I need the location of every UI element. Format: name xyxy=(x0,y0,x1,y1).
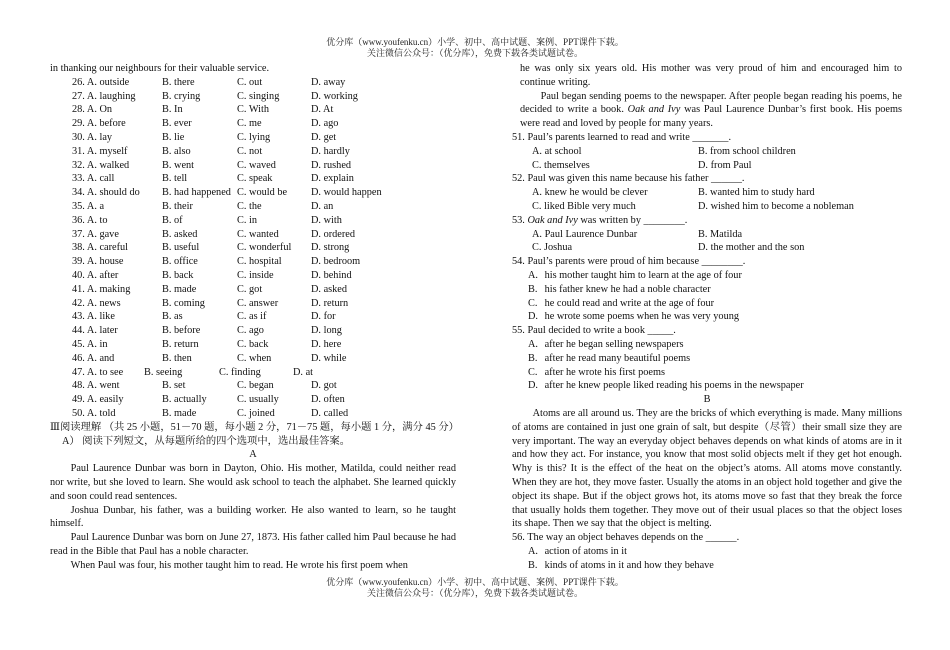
option-text: after he began selling newspapers xyxy=(544,338,684,350)
cloze-row xyxy=(72,90,456,104)
option-c: C. began xyxy=(237,380,274,392)
cloze-row xyxy=(72,283,456,297)
question-53 xyxy=(512,214,902,228)
option-a: 41. A. making xyxy=(72,283,131,295)
option-a: 27. A. laughing xyxy=(72,90,136,102)
option-a: 33. A. call xyxy=(72,173,115,185)
cloze-row xyxy=(72,297,456,311)
option-d: D. strong xyxy=(311,242,350,254)
option-d: D. for xyxy=(311,311,336,323)
passage-a-letter: A xyxy=(249,449,257,461)
option-text: kinds of atoms in it and how they behave xyxy=(544,559,714,571)
question-52-options-row-1 xyxy=(512,186,902,200)
option-b: B. coming xyxy=(162,297,205,309)
question-51: 51. Paul’s parents learned to read and write _______. xyxy=(512,131,732,143)
cloze-row xyxy=(72,214,456,228)
option-c: C. wanted xyxy=(237,228,279,240)
option-a: 49. A. easily xyxy=(72,394,124,406)
cloze-row xyxy=(72,241,456,255)
option-d: D. got xyxy=(311,380,337,392)
option-b: B. set xyxy=(162,380,186,392)
cloze-row xyxy=(72,379,456,393)
option-a: A. Paul Laurence Dunbar xyxy=(532,228,638,240)
option-c: C. usually xyxy=(237,394,279,406)
cloze-row xyxy=(72,352,456,366)
option-b: B. seeing xyxy=(144,366,183,378)
option-c: C. waved xyxy=(237,159,276,171)
option-d: D. rushed xyxy=(311,159,352,171)
cloze-row xyxy=(72,338,456,352)
option-b: B. of xyxy=(162,214,183,226)
question-55: 55. Paul decided to write a book _____. xyxy=(512,325,676,337)
option-d: D. hardly xyxy=(311,145,350,157)
question-53-stem: was written by ________. xyxy=(577,214,688,226)
option-c: C. finding xyxy=(219,366,261,378)
option-d: D. the mother and the son xyxy=(698,242,805,254)
option-b: B. actually xyxy=(162,394,207,406)
option-c: C. themselves xyxy=(532,159,590,171)
option-b: B. as xyxy=(162,311,183,323)
option-a: A. knew he would be clever xyxy=(532,187,648,199)
option-a: 45. A. in xyxy=(72,338,108,350)
footer-line-1: 优分库（www.youfenku.cn）小学、初中、高中试题、案例、PPT课件下载。 xyxy=(326,577,624,587)
option-text: after he knew people liked reading his poems in the newspaper xyxy=(544,380,804,392)
option-d: D. at xyxy=(293,366,314,378)
option-c xyxy=(512,366,902,380)
option-b: B. In xyxy=(162,104,183,116)
cloze-tail xyxy=(72,379,456,420)
option-c: C. inside xyxy=(237,269,274,281)
option-d: D. At xyxy=(311,104,334,116)
option-d: D. would happen xyxy=(311,187,382,199)
option-d: D. wished him to become a nobleman xyxy=(698,200,854,212)
page-footer xyxy=(0,577,950,599)
option-text: after he read many beautiful poems xyxy=(544,352,691,364)
option-a: 42. A. news xyxy=(72,297,121,309)
cloze-row xyxy=(72,228,456,242)
option-b: B. return xyxy=(162,338,199,350)
option-a: 31. A. myself xyxy=(72,145,128,157)
option-d: D. ordered xyxy=(311,228,356,240)
option-c: C. hospital xyxy=(237,256,282,268)
option-c: C. lying xyxy=(237,131,271,143)
section-number: Ⅲ xyxy=(50,421,60,433)
cloze-options xyxy=(50,76,456,421)
option-a: 48. A. went xyxy=(72,380,120,392)
option-letter: C. xyxy=(528,366,538,378)
option-d: D. working xyxy=(311,90,358,102)
option-a: 50. A. told xyxy=(72,407,116,419)
passage-a-para-5 xyxy=(512,90,902,131)
option-b: B. Matilda xyxy=(698,228,743,240)
question-52-options-row-2 xyxy=(512,200,902,214)
option-letter: C. xyxy=(528,297,538,309)
passage-a-para-1: Paul Laurence Dunbar was born in Dayton, Ohio. His mother, Matilda, could neither read nor write, but she loved to learn. She would ask school to teach the alphabet. She learned quickly and soon could read sentences. xyxy=(50,463,456,502)
option-b: B. had happened xyxy=(162,187,231,199)
option-letter: A. xyxy=(528,338,539,350)
cloze-row xyxy=(72,324,456,338)
option-a: 44. A. later xyxy=(72,325,118,337)
option-a: 35. A. a xyxy=(72,200,105,212)
intro-line: in thanking our neighbours for their valuable service. xyxy=(50,63,270,74)
option-text: he could read and write at the age of four xyxy=(544,297,715,309)
option-a: A. at school xyxy=(532,145,582,157)
option-d: D. get xyxy=(311,131,337,143)
option-c xyxy=(512,297,902,311)
option-b: B. crying xyxy=(162,90,201,102)
option-c: C. liked Bible very much xyxy=(532,200,636,212)
option-a: 46. A. and xyxy=(72,352,115,364)
option-d: D. away xyxy=(311,76,346,88)
option-d: D. with xyxy=(311,214,342,226)
option-c: C. me xyxy=(237,118,262,130)
option-c: C. out xyxy=(237,76,263,88)
cloze-row xyxy=(72,76,456,90)
cloze-list xyxy=(72,76,456,366)
passage-b-letter: B xyxy=(703,394,711,406)
cloze-row xyxy=(72,186,456,200)
option-text: his father knew he had a noble character xyxy=(544,283,711,295)
option-c: C. the xyxy=(237,200,262,212)
cloze-row xyxy=(72,255,456,269)
passage-a-para-2: Joshua Dunbar, his father, was a building worker. He also wanted to learn, so he taught himself. xyxy=(50,504,456,530)
option-c: C. back xyxy=(237,338,269,350)
cloze-row xyxy=(72,269,456,283)
option-c: C. as if xyxy=(237,311,267,323)
option-d: D. an xyxy=(311,200,334,212)
option-d xyxy=(512,310,902,324)
cloze-row xyxy=(72,159,456,173)
option-c: C. singing xyxy=(237,90,280,102)
option-a: 28. A. On xyxy=(72,104,113,116)
option-b: B. there xyxy=(162,76,195,88)
option-a: 32. A. walked xyxy=(72,159,130,171)
option-a: 26. A. outside xyxy=(72,76,130,88)
cloze-row xyxy=(72,145,456,159)
option-a: 43. A. like xyxy=(72,311,115,323)
section-a-instruction: A） 阅读下列短文，从每题所给的四个选项中，选出最佳答案。 xyxy=(62,435,351,447)
passage-a-para-4: When Paul was four, his mother taught him to read. He wrote his first poem when xyxy=(70,559,408,571)
option-text: after he wrote his first poems xyxy=(544,366,665,378)
book-title: Oak and Ivy xyxy=(627,104,681,116)
page-header xyxy=(0,37,950,59)
cloze-row xyxy=(72,200,456,214)
option-b: B. then xyxy=(162,352,192,364)
question-53-number: 53. xyxy=(512,214,528,226)
option-letter: D. xyxy=(528,311,539,323)
option-b xyxy=(512,352,902,366)
para-5-part-1: Paul began sending poems to the newspaper. After people began reading his poems, he decided to write a book. xyxy=(520,90,902,116)
cloze-row xyxy=(72,117,456,131)
header-line-1: 优分库（www.youfenku.cn）小学、初中、高中试题、案例、PPT课件下载。 xyxy=(326,37,624,47)
option-letter: B. xyxy=(528,559,538,571)
option-b: B. ever xyxy=(162,118,192,130)
option-b xyxy=(512,559,902,573)
option-text: he wrote some poems when he was very young xyxy=(544,311,740,323)
option-a xyxy=(512,338,902,352)
question-52: 52. Paul was given this name because his father ______. xyxy=(512,173,745,185)
option-c: C. in xyxy=(237,214,258,226)
option-letter: B. xyxy=(528,283,538,295)
option-c: C. not xyxy=(237,145,263,157)
option-b: B. also xyxy=(162,145,191,157)
option-a: 47. A. to see xyxy=(72,366,124,378)
question-51-options-row-1 xyxy=(512,145,902,159)
option-b: B. asked xyxy=(162,228,198,240)
header-line-2: 关注微信公众号：（优分库），免费下载各类试题试卷。 xyxy=(366,48,583,58)
option-d: D. asked xyxy=(311,283,348,295)
option-d xyxy=(512,379,902,393)
option-b: B. back xyxy=(162,269,194,281)
option-d: D. bedroom xyxy=(311,256,361,268)
passage-b-text: Atoms are all around us. They are the bricks of which everything is made. Many millions of atoms are contained in just one grain of salt, but despite（尽管）their small size they are very important. The way an everyday object behaves depends on what kinds of atoms are in it and how they act. For instance, you know that most solid objects melt if they get hot enough. Why is this? It is the effect of the heat on the object’s atoms. All atoms move constantly. When they are hot, they move faster. Usually the atoms in an object hold together and give the object its shape. But if the object grows hot, its atoms move so fast that they break the force that usually holds them together. They move out of their usual places so that the object loses its shape. Then we say that the object is melting. xyxy=(512,407,902,530)
section-heading xyxy=(50,421,459,435)
question-56: 56. The way an object behaves depends on the ______. xyxy=(512,532,740,544)
option-c: C. when xyxy=(237,352,272,364)
option-c: C. answer xyxy=(237,297,279,309)
option-d: D. ago xyxy=(311,118,339,130)
option-d: D. often xyxy=(311,394,345,406)
option-b: B. office xyxy=(162,256,198,268)
cloze-row xyxy=(72,310,456,324)
option-b: B. tell xyxy=(162,173,188,185)
option-a: 38. A. careful xyxy=(72,242,129,254)
option-b: B. wanted him to study hard xyxy=(698,187,815,199)
option-letter: A. xyxy=(528,545,539,557)
question-51-options-row-2 xyxy=(512,159,902,173)
option-letter: D. xyxy=(528,380,539,392)
option-c: C. With xyxy=(237,104,270,116)
option-a: 36. A. to xyxy=(72,214,108,226)
option-b: B. from school children xyxy=(698,145,796,157)
option-a: 40. A. after xyxy=(72,269,119,281)
option-c: C. joined xyxy=(237,407,275,419)
option-c: C. wonderful xyxy=(237,242,292,254)
cloze-row xyxy=(72,103,456,117)
option-d: D. here xyxy=(311,338,342,350)
option-a: 30. A. lay xyxy=(72,131,113,143)
option-a: 29. A. before xyxy=(72,118,126,130)
option-b: B. their xyxy=(162,200,193,212)
option-c: C. speak xyxy=(237,173,273,185)
option-b: B. before xyxy=(162,325,201,337)
option-b: B. made xyxy=(162,283,197,295)
option-b xyxy=(512,283,902,297)
option-text: action of atoms in it xyxy=(544,545,627,557)
option-d: D. return xyxy=(311,297,349,309)
question-54: 54. Paul’s parents were proud of him because ________. xyxy=(512,256,746,268)
option-d: D. while xyxy=(311,352,347,364)
para-5-part-2: was Paul Laurence Dunbar’s first book. His poems were read and loved by people for many years. xyxy=(520,104,902,130)
option-c: C. got xyxy=(237,283,263,295)
option-a xyxy=(512,269,902,283)
option-a xyxy=(512,545,902,559)
left-column xyxy=(50,62,459,572)
passage-a-para-3: Paul Laurence Dunbar was born on June 27, 1873. His father called him Paul because he had read in the Bible that Paul has a noble character. xyxy=(50,532,456,557)
option-d: D. behind xyxy=(311,269,352,281)
option-a: 39. A. house xyxy=(72,256,124,268)
footer-line-2: 关注微信公众号：（优分库），免费下载各类试题试卷。 xyxy=(366,588,583,598)
question-53-book-title: Oak and Ivy xyxy=(527,214,578,226)
option-b: B. lie xyxy=(162,131,185,143)
option-d: D. called xyxy=(311,407,349,419)
option-b: B. useful xyxy=(162,242,200,254)
cloze-row xyxy=(72,393,456,407)
section-title: 阅读理解 （共 25 小题，51－70 题，每小题 2 分，71－75 题，每小题 1 分，满分 45 分） xyxy=(59,421,459,433)
option-c: C. Joshua xyxy=(532,242,573,254)
passage-a-para-4-cont: he was only six years old. His mother was very proud of him and encouraged him to continue writing. xyxy=(520,63,902,88)
option-d: D. from Paul xyxy=(698,159,752,171)
right-column xyxy=(512,62,902,572)
cloze-row xyxy=(72,407,456,421)
option-letter: B. xyxy=(528,352,538,364)
question-53-options-row-1 xyxy=(512,228,902,242)
option-c: C. ago xyxy=(237,325,264,337)
option-a: 37. A. gave xyxy=(72,228,119,240)
cloze-row xyxy=(72,131,456,145)
cloze-row xyxy=(72,172,456,186)
question-53-options-row-2 xyxy=(512,241,902,255)
option-c: C. would be xyxy=(237,187,288,199)
option-b: B. went xyxy=(162,159,195,171)
option-d: D. explain xyxy=(311,173,354,185)
option-a: 34. A. should do xyxy=(72,187,140,199)
option-d: D. long xyxy=(311,325,342,337)
option-letter: A. xyxy=(528,269,539,281)
option-b: B. made xyxy=(162,407,197,419)
cloze-row-47 xyxy=(72,366,456,380)
option-text: his mother taught him to learn at the age of four xyxy=(544,269,742,281)
